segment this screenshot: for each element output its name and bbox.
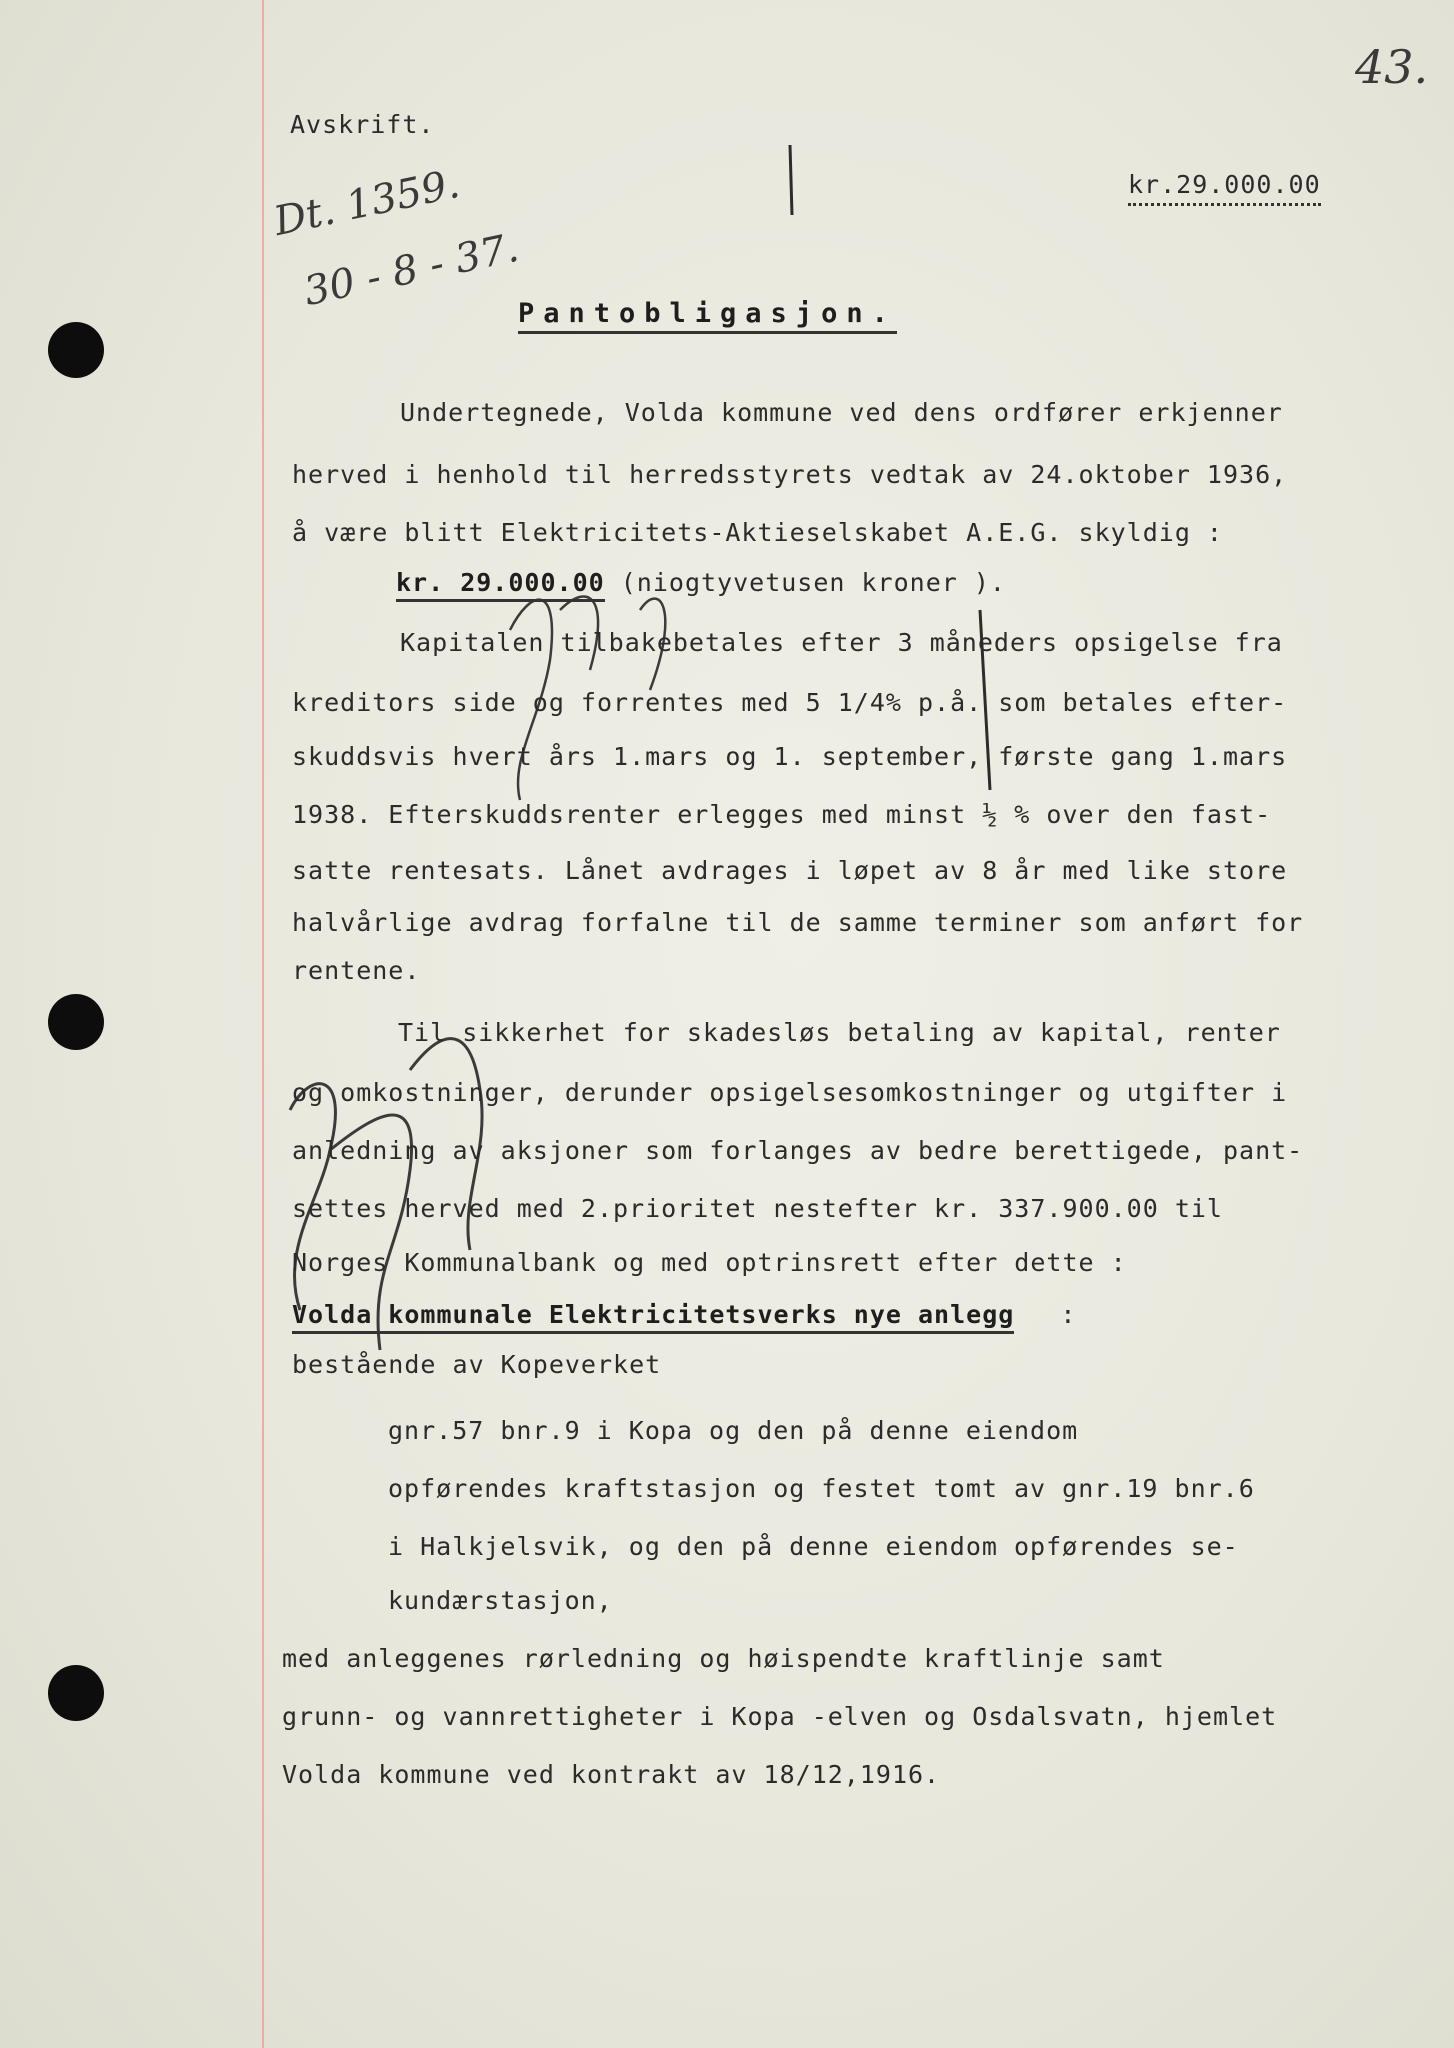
collateral-title: Volda kommunale Elektricitetsverks nye anlegg	[292, 1300, 1014, 1334]
para2-line: 1938. Efterskuddsrenter erlegges med minst ½ % over den fast-	[292, 800, 1272, 829]
para3-line: settes herved med 2.prioritet nestefter kr. 337.900.00 til	[292, 1194, 1223, 1223]
registry-note-line1: Dt. 1359.	[270, 160, 464, 245]
amount-line	[396, 568, 1006, 597]
indented-line: i Halkjelsvik, og den på denne eiendom opførendes se-	[388, 1532, 1239, 1561]
para2-line: Kapitalen tilbakebetales efter 3 måneders opsigelse fra	[400, 628, 1283, 657]
para2-line: kreditors side og forrentes med 5 1/4% p.å. som betales efter-	[292, 688, 1288, 717]
para2-line: skuddsvis hvert års 1.mars og 1. september, første gang 1.mars	[292, 742, 1288, 771]
signature-scribble	[180, 550, 1080, 1800]
amount-bold: kr. 29.000.00	[396, 568, 605, 602]
document-title: Pantobligasjon.	[518, 298, 897, 334]
amount-header: kr.29.000.00	[1128, 170, 1321, 206]
punch-hole	[48, 322, 104, 378]
final-line: Volda kommune ved kontrakt av 18/12,1916.	[282, 1760, 941, 1789]
collateral-colon: :	[1060, 1300, 1077, 1329]
final-line: grunn- og vannrettigheter i Kopa -elven og Osdalsvatn, hjemlet	[282, 1702, 1278, 1731]
final-line: med anleggenes rørledning og høispendte kraftlinje samt	[282, 1644, 1165, 1673]
pencil-mark	[760, 140, 820, 220]
para2-line: satte rentesats. Lånet avdrages i løpet av 8 år med like store	[292, 856, 1288, 885]
para3-line: anledning av aksjoner som forlanges av bedre berettigede, pant-	[292, 1136, 1304, 1165]
punch-hole	[48, 1665, 104, 1721]
para1-line: Undertegnede, Volda kommune ved dens ordfører erkjenner	[400, 398, 1283, 427]
para1-line: herved i henhold til herredsstyrets vedtak av 24.oktober 1936,	[292, 460, 1288, 489]
collateral-line	[292, 1300, 1076, 1329]
page-number: 43.	[1355, 40, 1429, 94]
para2-line: rentene.	[292, 956, 421, 985]
indented-line: gnr.57 bnr.9 i Kopa og den på denne eiendom	[388, 1416, 1079, 1445]
indented-line: opførendes kraftstasjon og festet tomt av gnr.19 bnr.6	[388, 1474, 1255, 1503]
para2-line: halvårlige avdrag forfalne til de samme terminer som anført for	[292, 908, 1304, 937]
para3-line: Til sikkerhet for skadesløs betaling av kapital, renter	[398, 1018, 1281, 1047]
para3-line: og omkostninger, derunder opsigelsesomkostninger og utgifter i	[292, 1078, 1288, 1107]
para3-line: Norges Kommunalbank og med optrinsrett efter dette :	[292, 1248, 1127, 1277]
registry-note-line2: 30 - 8 - 37.	[300, 224, 523, 315]
punch-hole	[48, 994, 104, 1050]
amount-words: (niogtyvetusen kroner ).	[620, 568, 1006, 597]
copy-label: Avskrift.	[290, 110, 435, 139]
indented-line: kundærstasjon,	[388, 1586, 613, 1615]
consisting-of: bestående av Kopeverket	[292, 1350, 662, 1379]
para1-line: å være blitt Elektricitets-Aktieselskabet A.E.G. skyldig :	[292, 518, 1223, 547]
